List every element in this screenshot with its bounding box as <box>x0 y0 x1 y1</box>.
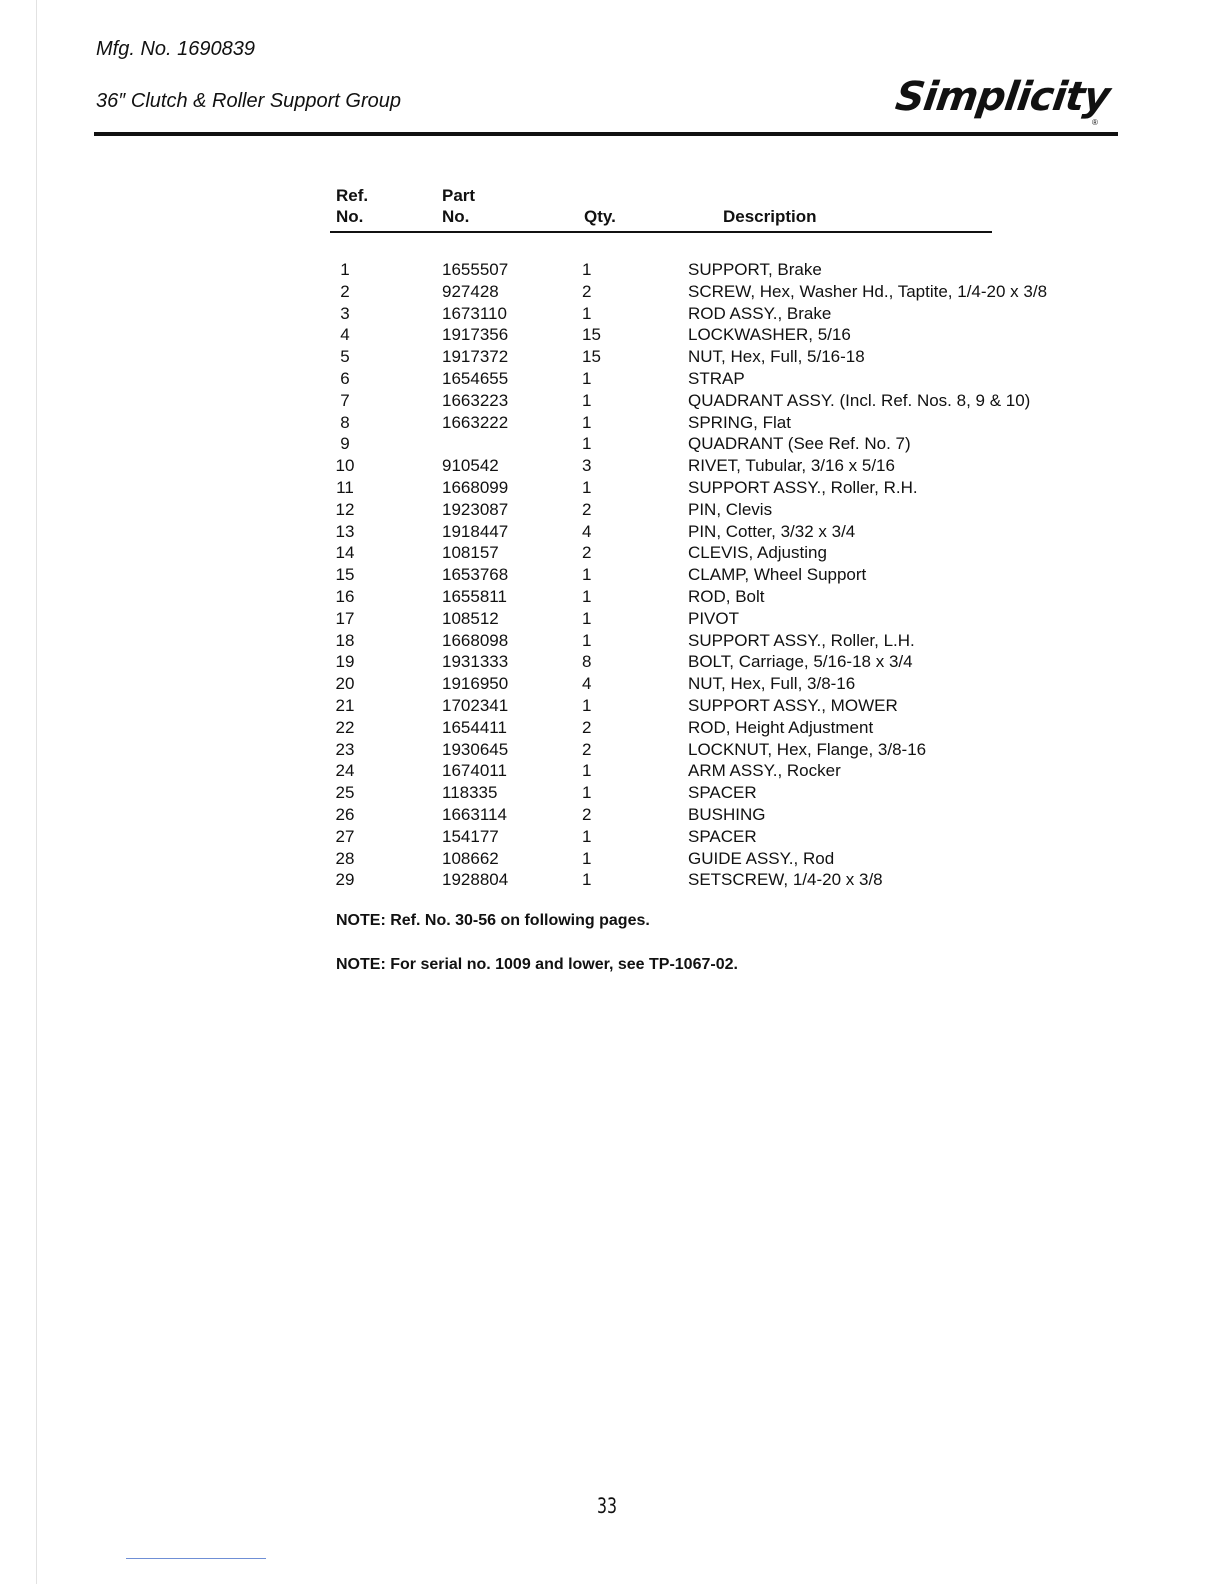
description-cell: NUT, Hex, Full, 5/16-18 <box>688 347 865 367</box>
ref-cell: 8 <box>340 412 350 432</box>
ref-cell: 15 <box>335 565 355 585</box>
quantity-cell: 1 <box>582 761 592 781</box>
quantity-cell: 1 <box>582 630 592 650</box>
quantity-cell: 2 <box>582 543 592 563</box>
description-cell: BOLT, Carriage, 5/16-18 x 3/4 <box>688 652 913 672</box>
quantity-cell: 1 <box>582 390 592 410</box>
brand-logo: Simplicity <box>892 74 1113 120</box>
description-cell: STRAP <box>688 368 745 388</box>
ref-cell: 1 <box>340 260 350 279</box>
ref-cell: 21 <box>335 695 355 715</box>
description-cell: ROD, Height Adjustment <box>688 717 874 737</box>
table-row <box>0 542 1224 564</box>
part-number-cell: 1668099 <box>442 477 509 497</box>
table-row <box>0 281 1224 303</box>
ref-cell: 22 <box>335 717 355 737</box>
ref-cell: 20 <box>335 674 355 694</box>
part-number-cell: 927428 <box>442 281 499 301</box>
part-number-cell: 1673110 <box>442 303 507 323</box>
quantity-cell: 4 <box>582 674 592 694</box>
description-cell: NUT, Hex, Full, 3/8-16 <box>688 674 856 694</box>
part-number-cell: 910542 <box>442 456 499 476</box>
description-cell: LOCKNUT, Hex, Flange, 3/8-16 <box>688 739 927 759</box>
ref-cell: 16 <box>335 586 355 606</box>
description-cell: ARM ASSY., Rocker <box>688 761 841 781</box>
description-cell: SETSCREW, 1/4-20 x 3/8 <box>688 870 883 890</box>
ref-cell: 27 <box>335 826 355 846</box>
ref-cell: 3 <box>340 303 350 323</box>
table-row <box>0 826 1224 848</box>
part-number-cell: 1663222 <box>442 412 509 432</box>
description-cell: SCREW, Hex, Washer Hd., Taptite, 1/4-20 x 3/8 <box>688 281 1048 301</box>
ref-cell: 12 <box>335 499 355 519</box>
quantity-cell: 2 <box>582 739 592 759</box>
part-number-cell: 118335 <box>442 783 498 803</box>
ref-cell: 28 <box>335 848 355 868</box>
part-number-cell: 1918447 <box>442 521 509 541</box>
part-number-cell: 1663114 <box>442 804 507 824</box>
quantity-cell: 1 <box>582 412 592 432</box>
ref-cell: 19 <box>335 652 355 672</box>
description-cell: CLEVIS, Adjusting <box>688 543 827 563</box>
table-row <box>0 739 1224 761</box>
part-number-cell: 1653768 <box>442 565 509 585</box>
col-header-part-line2: No. <box>442 207 470 226</box>
quantity-cell: 15 <box>582 325 601 345</box>
quantity-cell: 8 <box>582 652 592 672</box>
mfg-number: Mfg. No. 1690839 <box>96 38 255 60</box>
quantity-cell: 1 <box>582 565 592 585</box>
table-row <box>0 303 1224 325</box>
ref-cell: 26 <box>335 804 355 824</box>
footer-blue-line <box>126 1558 266 1559</box>
part-number-cell: 1663223 <box>442 390 509 410</box>
description-cell: SUPPORT, Brake <box>688 260 822 279</box>
part-number-cell: 1654655 <box>442 368 509 388</box>
ref-cell: 2 <box>340 281 350 301</box>
quantity-cell: 1 <box>582 434 592 454</box>
table-row <box>0 499 1224 521</box>
quantity-cell: 2 <box>582 804 592 824</box>
parts-table-body <box>0 259 1224 891</box>
table-row <box>0 368 1224 390</box>
part-number-cell: 1923087 <box>442 499 509 519</box>
description-cell: SPACER <box>688 826 757 846</box>
col-header-ref <box>336 185 368 227</box>
ref-cell: 4 <box>340 325 350 345</box>
col-header-ref-line1: Ref. <box>336 186 369 205</box>
col-header-ref-line2: No. <box>336 207 364 226</box>
page-number: 33 <box>596 1494 618 1518</box>
quantity-cell: 4 <box>582 521 592 541</box>
quantity-cell: 1 <box>582 695 592 715</box>
quantity-cell: 1 <box>582 870 592 890</box>
quantity-cell: 1 <box>582 303 592 323</box>
description-cell: LOCKWASHER, 5/16 <box>688 325 851 345</box>
ref-cell: 9 <box>340 434 350 454</box>
description-cell: PIN, Cotter, 3/32 x 3/4 <box>688 521 856 541</box>
part-number-cell: 1928804 <box>442 870 509 890</box>
description-cell: GUIDE ASSY., Rod <box>688 848 835 868</box>
description-cell: SUPPORT ASSY., Roller, L.H. <box>688 630 915 650</box>
description-cell: PIN, Clevis <box>688 499 773 519</box>
description-cell: QUADRANT (See Ref. No. 7) <box>688 434 911 454</box>
quantity-cell: 1 <box>582 477 592 497</box>
part-number-cell: 1668098 <box>442 630 509 650</box>
quantity-cell: 15 <box>582 347 601 367</box>
ref-cell: 6 <box>340 368 350 388</box>
part-number-cell: 108662 <box>442 848 499 868</box>
col-header-part-line1: Part <box>442 186 476 205</box>
col-header-qty: Qty. <box>584 207 616 226</box>
quantity-cell: 3 <box>582 456 592 476</box>
table-row <box>0 717 1224 739</box>
description-cell: CLAMP, Wheel Support <box>688 565 867 585</box>
table-row <box>0 848 1224 870</box>
part-number-cell: 1916950 <box>442 674 509 694</box>
part-number-cell: 1702341 <box>442 695 509 715</box>
table-row <box>0 586 1224 608</box>
col-header-description: Description <box>723 207 817 226</box>
description-cell: RIVET, Tubular, 3/16 x 5/16 <box>688 456 895 476</box>
quantity-cell: 1 <box>582 783 592 803</box>
part-number-cell: 1930645 <box>442 739 509 759</box>
ref-cell: 13 <box>335 521 355 541</box>
ref-cell: 23 <box>335 739 355 759</box>
table-row <box>0 324 1224 346</box>
table-row <box>0 869 1224 891</box>
description-cell: SPACER <box>688 783 757 803</box>
description-cell: ROD ASSY., Brake <box>688 303 832 323</box>
table-row <box>0 564 1224 586</box>
part-number-cell: 1917356 <box>442 325 509 345</box>
table-row <box>0 477 1224 499</box>
table-row <box>0 259 1224 281</box>
note-following-pages: NOTE: Ref. No. 30-56 on following pages. <box>336 912 650 929</box>
description-cell: SUPPORT ASSY., MOWER <box>688 695 898 715</box>
table-row <box>0 412 1224 434</box>
description-cell: BUSHING <box>688 804 766 824</box>
quantity-cell: 1 <box>582 608 592 628</box>
part-number-cell: 1674011 <box>442 761 507 781</box>
table-row <box>0 630 1224 652</box>
quantity-cell: 1 <box>582 368 592 388</box>
table-row <box>0 390 1224 412</box>
table-row <box>0 695 1224 717</box>
table-row <box>0 651 1224 673</box>
ref-cell: 5 <box>340 347 350 367</box>
quantity-cell: 2 <box>582 499 592 519</box>
part-number-cell: 108512 <box>442 608 499 628</box>
table-row <box>0 760 1224 782</box>
col-header-part <box>442 185 475 227</box>
ref-cell: 7 <box>340 390 350 410</box>
ref-cell: 24 <box>335 761 355 781</box>
ref-cell: 10 <box>335 456 355 476</box>
part-number-cell: 1655507 <box>442 260 509 279</box>
registered-mark: ® <box>1092 118 1098 127</box>
ref-cell: 18 <box>335 630 355 650</box>
part-number-cell: 1654411 <box>442 717 507 737</box>
quantity-cell: 1 <box>582 826 592 846</box>
table-row <box>0 455 1224 477</box>
note-serial-number: NOTE: For serial no. 1009 and lower, see TP-1067-02. <box>336 956 738 973</box>
part-number-cell: 1931333 <box>442 652 509 672</box>
quantity-cell: 1 <box>582 586 592 606</box>
table-row <box>0 521 1224 543</box>
ref-cell: 11 <box>336 477 354 497</box>
table-row <box>0 346 1224 368</box>
table-row <box>0 804 1224 826</box>
description-cell: SPRING, Flat <box>688 412 791 432</box>
ref-cell: 25 <box>335 783 355 803</box>
part-number-cell: 1917372 <box>442 347 509 367</box>
header-rule <box>94 132 1118 136</box>
part-number-cell: 108157 <box>442 543 499 563</box>
description-cell: PIVOT <box>688 608 740 628</box>
table-row <box>0 433 1224 455</box>
ref-cell: 14 <box>335 543 355 563</box>
ref-cell: 17 <box>335 608 355 628</box>
table-header-rule <box>330 231 992 233</box>
description-cell: QUADRANT ASSY. (Incl. Ref. Nos. 8, 9 & 10) <box>688 390 1031 410</box>
part-number-cell: 154177 <box>442 826 499 846</box>
quantity-cell: 2 <box>582 281 592 301</box>
table-row <box>0 673 1224 695</box>
quantity-cell: 1 <box>582 260 592 279</box>
quantity-cell: 2 <box>582 717 592 737</box>
table-row <box>0 608 1224 630</box>
quantity-cell: 1 <box>582 848 592 868</box>
description-cell: ROD, Bolt <box>688 586 765 606</box>
part-number-cell: 1655811 <box>442 586 507 606</box>
group-title: 36″ Clutch & Roller Support Group <box>96 90 402 112</box>
description-cell: SUPPORT ASSY., Roller, R.H. <box>688 477 918 497</box>
ref-cell: 29 <box>335 870 355 890</box>
table-row <box>0 782 1224 804</box>
